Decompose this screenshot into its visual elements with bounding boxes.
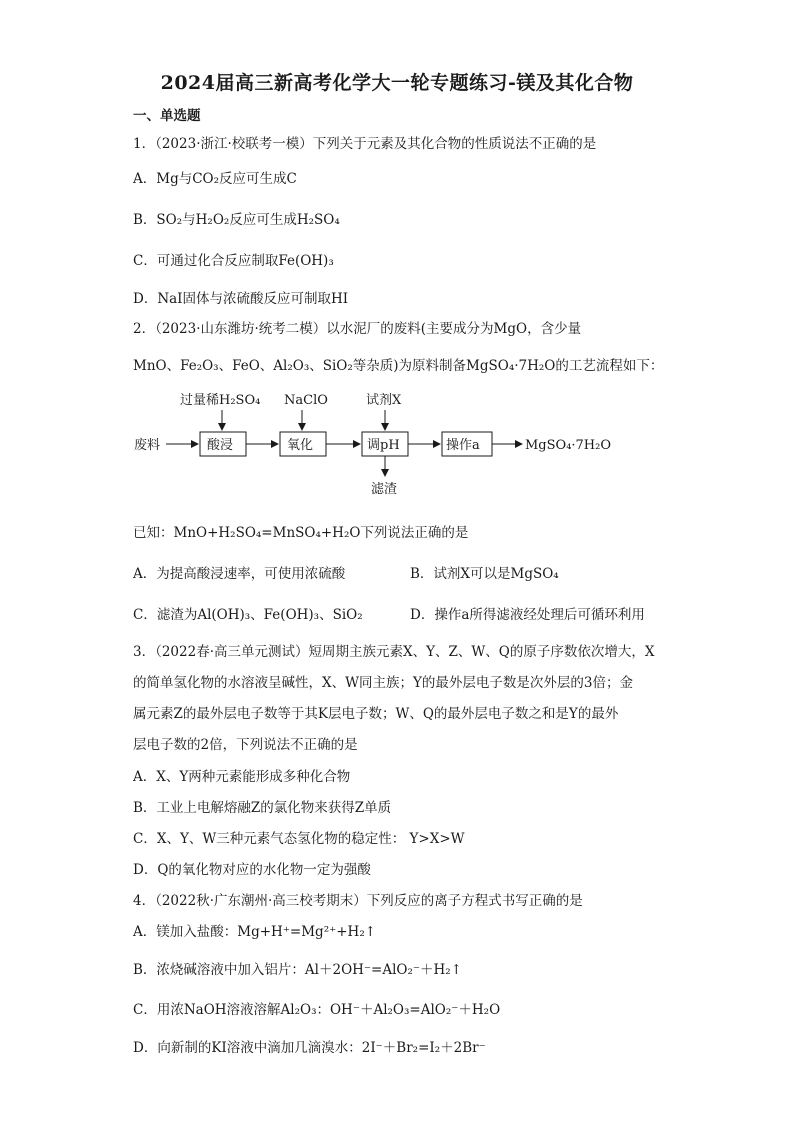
- q3-option-d: D．Q的氧化物对应的水化物一定为强酸: [133, 862, 371, 878]
- q3-stem-line1: 3．（2022春·高三单元测试）短周期主族元素X、Y、Z、W、Q的原子序数依次增大，X: [133, 644, 655, 660]
- flow-reagent-naclo: NaClO: [284, 393, 328, 408]
- q2-stem: 2．（2023·山东潍坊·统考二模）以水泥厂的废料(主要成分为MgO，含少量: [133, 321, 582, 337]
- flow-box-oxidation-label: 氧化: [287, 438, 314, 453]
- q2-option-c: C．滤渣为Al(OH)₃、Fe(OH)₃、SiO₂: [133, 607, 363, 623]
- q2-known: 已知：MnO+H₂SO₄=MnSO₄+H₂O下列说法正确的是: [133, 525, 469, 541]
- q2-option-a: A．为提高酸浸速率，可使用浓硫酸: [133, 566, 346, 582]
- q2-option-d: D．操作a所得滤液经处理后可循环利用: [410, 607, 645, 623]
- flow-product-label: MgSO₄·7H₂O: [525, 438, 612, 453]
- flow-reagent-acid: 过量稀H₂SO₄: [180, 393, 261, 408]
- q4-stem: 4．（2022秋·广东潮州·高三校考期末）下列反应的离子方程式书写正确的是: [133, 893, 583, 909]
- q1-option-b: B．SO₂与H₂O₂反应可生成H₂SO₄: [133, 212, 340, 228]
- flow-start-label: 废料: [134, 438, 161, 453]
- flow-box-operation-a-label: 操作a: [446, 438, 480, 453]
- page-title: 2024届高三新高考化学大一轮专题练习-镁及其化合物: [160, 72, 634, 94]
- q1-option-a: A．Mg与CO₂反应可生成C: [133, 171, 297, 187]
- flow-box-adjust-ph-label: 调pH: [367, 438, 400, 453]
- q3-option-c: C．X、Y、W三种元素气态氢化物的稳定性： Y>X>W: [133, 831, 465, 847]
- q1-stem: 1．（2023·浙江·校联考一模）下列关于元素及其化合物的性质说法不正确的是: [133, 136, 597, 152]
- flow-residue-label: 滤渣: [371, 482, 398, 497]
- q3-option-a: A．X、Y两种元素能形成多种化合物: [133, 769, 351, 785]
- flow-reagent-x: 试剂X: [366, 393, 402, 408]
- section-heading: 一、单选题: [133, 108, 201, 124]
- q3-stem-line3: 属元素Z的最外层电子数等于其K层电子数；W、Q的最外层电子数之和是Y的最外: [133, 706, 619, 722]
- flow-box-acid-leach-label: 酸浸: [207, 438, 234, 453]
- q1-option-c: C．可通过化合反应制取Fe(OH)₃: [133, 253, 334, 269]
- q4-option-b: B．浓烧碱溶液中加入铝片：Al＋2OH⁻=AlO₂⁻＋H₂↑: [133, 962, 463, 978]
- q4-option-d: D．向新制的KI溶液中滴加几滴溴水：2I⁻＋Br₂=I₂＋2Br⁻: [133, 1040, 486, 1056]
- process-flow-diagram: [130, 388, 630, 498]
- q2-option-b: B．试剂X可以是MgSO₄: [410, 566, 559, 582]
- q3-stem-line4: 层电子数的2倍，下列说法不正确的是: [133, 737, 358, 753]
- q2-stem-continued: MnO、Fe₂O₃、FeO、Al₂O₃、SiO₂等杂质)为原料制备MgSO₄·7H₂O的工艺流程如下：: [133, 358, 664, 374]
- q4-option-a: A．镁加入盐酸：Mg+H⁺=Mg²⁺+H₂↑: [133, 924, 377, 940]
- q3-option-b: B．工业上电解熔融Z的氯化物来获得Z单质: [133, 800, 392, 816]
- q1-option-d: D．NaI固体与浓硫酸反应可制取HI: [133, 291, 349, 307]
- q4-option-c: C．用浓NaOH溶液溶解Al₂O₃：OH⁻＋Al₂O₃=AlO₂⁻＋H₂O: [133, 1002, 501, 1018]
- q3-stem-line2: 的简单氢化物的水溶液呈碱性，X、W同主族；Y的最外层电子数是次外层的3倍；金: [133, 675, 633, 691]
